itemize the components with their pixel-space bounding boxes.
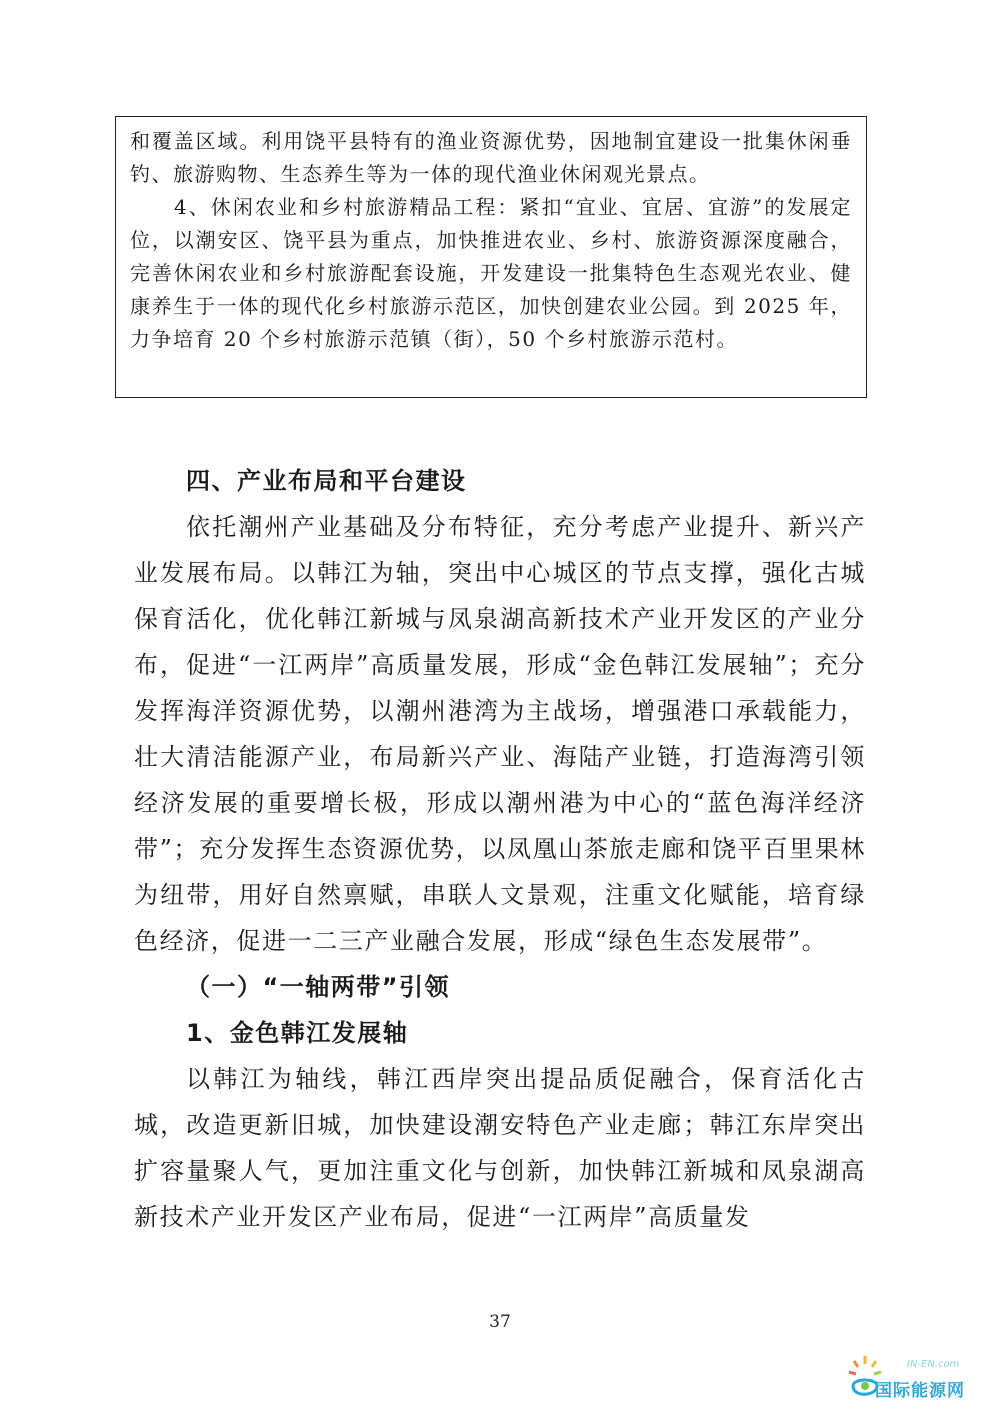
watermark: [845, 1352, 995, 1408]
box-paragraph-2: 4、休闲农业和乡村旅游精品工程：紧扣“宜业、宜居、宜游”的发展定位，以潮安区、饶平县为重点，加快推进农业、乡村、旅游资源深度融合，完善休闲农业和乡村旅游配套设施，开发建设一批集特色生态观光农业、健康养生于一体的现代化乡村旅游示范区，加快创建农业公园。到 2025 年，力争培育 20 个乡村旅游示范镇（街），50 个乡村旅游示范村。: [130, 195, 852, 351]
subsubsection-heading: 1、金色韩江发展轴: [186, 1019, 409, 1047]
watermark-sub: IN-EN.com: [907, 1359, 960, 1370]
subsection-paragraph: 以韩江为轴线，韩江西岸突出提品质促融合，保育活化古城，改造更新旧城，加快建设潮安特色产业走廊；韩江东岸突出扩容量聚人气，更加注重文化与创新，加快韩江新城和凤泉湖高新技术产业开发区产业布局，促进“一江两岸”高质量发: [134, 1065, 866, 1231]
main-content: [134, 458, 866, 1240]
page-number: 37: [489, 1312, 511, 1332]
watermark-text: 国际能源网: [875, 1381, 965, 1401]
section-paragraph: 依托潮州产业基础及分布特征，充分考虑产业提升、新兴产业发展布局。以韩江为轴，突出中心城区的节点支撑，强化古城保育活化，优化韩江新城与凤泉湖高新技术产业开发区的产业分布，促进“一江两岸”高质量发展，形成“金色韩江发展轴”；充分发挥海洋资源优势，以潮州港湾为主战场，增强港口承载能力，壮大清洁能源产业，布局新兴产业、海陆产业链，打造海湾引领经济发展的重要增长极，形成以潮州港为中心的“蓝色海洋经济带”；充分发挥生态资源优势，以凤凰山茶旅走廊和饶平百里果林为纽带，用好自然禀赋，串联人文景观，注重文化赋能，培育绿色经济，促进一二三产业融合发展，形成“绿色生态发展带”。: [134, 513, 866, 955]
subsection-heading: （一）“一轴两带”引领: [186, 973, 451, 1001]
highlight-box: [115, 116, 867, 398]
section-heading: 四、产业布局和平台建设: [186, 467, 467, 495]
box-paragraph-1: 和覆盖区域。利用饶平县特有的渔业资源优势，因地制宜建设一批集休闲垂钓、旅游购物、生态养生等为一体的现代渔业休闲观光景点。: [130, 129, 852, 186]
